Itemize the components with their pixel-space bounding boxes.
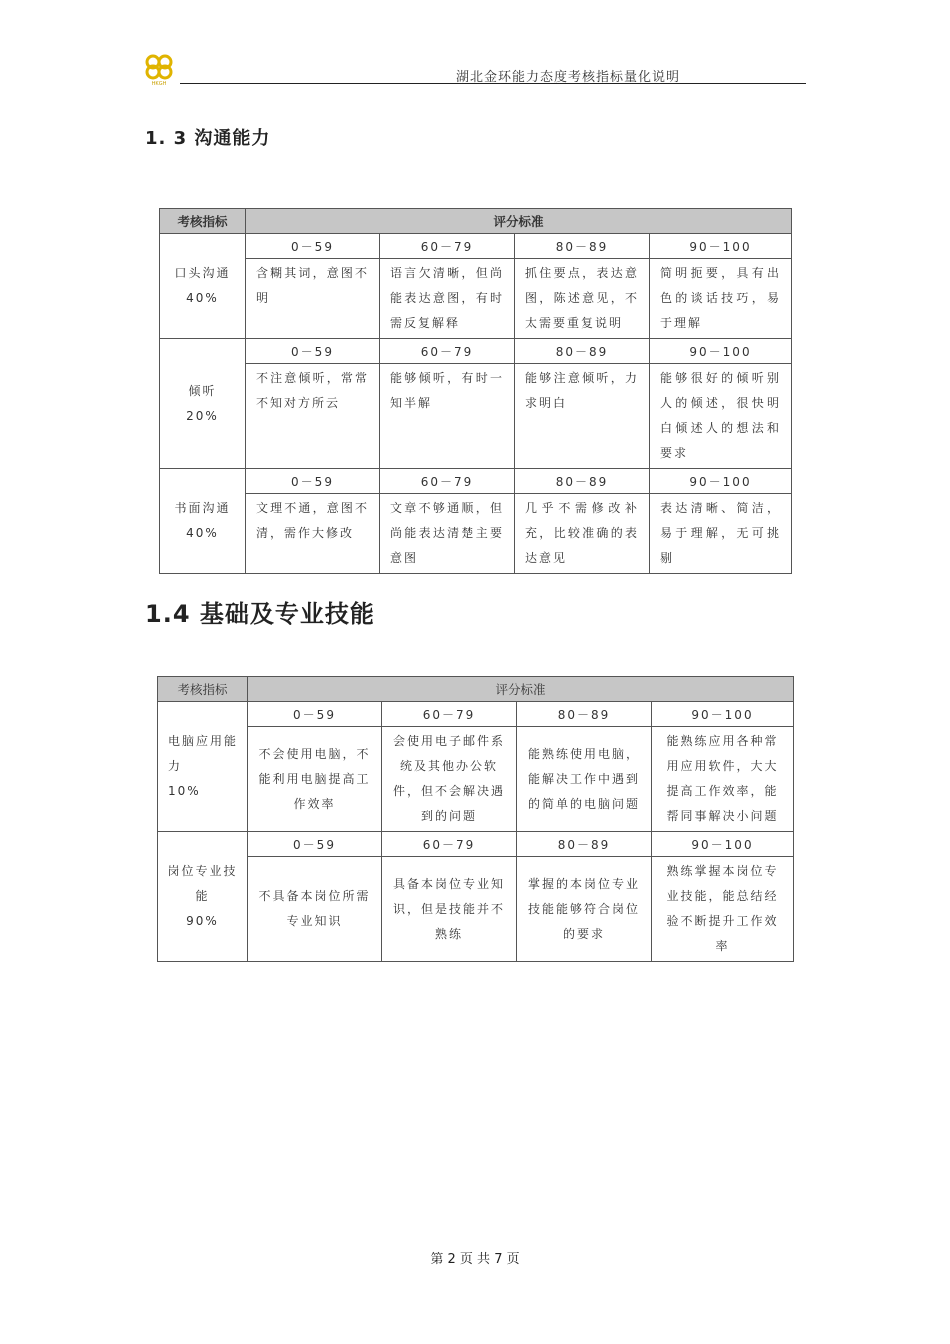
table-row-label <box>158 832 248 962</box>
range-cell: 60－79 <box>380 234 515 259</box>
level-description: 掌握的本岗位专业技能能够符合岗位的要求 <box>517 857 652 962</box>
col-header-index: 考核指标 <box>160 209 246 234</box>
row-weight: 10% <box>168 784 201 798</box>
row-weight: 20% <box>186 408 219 423</box>
level-description: 能够注意倾听，力求明白 <box>515 364 650 469</box>
range-cell: 80－89 <box>515 469 650 494</box>
header-divider <box>180 83 806 84</box>
level-description: 能熟练使用电脑，能解决工作中遇到的简单的电脑问题 <box>517 727 652 832</box>
level-description: 抓住要点，表达意图，陈述意见，不太需要重复说明 <box>515 259 650 339</box>
level-description: 能够倾听，有时一知半解 <box>380 364 515 469</box>
section-title-skills: 1.4 基础及专业技能 <box>145 600 375 628</box>
level-description: 表达清晰、简洁，易于理解，无可挑剔 <box>650 494 792 574</box>
row-name: 倾听 <box>188 383 217 398</box>
level-description: 含糊其词，意图不明 <box>246 259 380 339</box>
level-description: 语言欠清晰，但尚能表达意图，有时需反复解释 <box>380 259 515 339</box>
level-description: 具备本岗位专业知识，但是技能并不熟练 <box>382 857 517 962</box>
row-name: 岗位专业技能 <box>167 864 238 903</box>
logo-text: HKGH <box>151 81 167 87</box>
level-description: 不会使用电脑，不能利用电脑提高工作效率 <box>248 727 382 832</box>
row-weight: 40% <box>186 526 219 540</box>
page-number: 第 2 页 共 7 页 <box>430 1252 520 1267</box>
level-description: 文理不通，意图不清，需作大修改 <box>246 494 380 574</box>
level-description: 能熟练应用各种常用应用软件，大大提高工作效率，能帮同事解决小问题 <box>652 727 794 832</box>
range-cell: 90－100 <box>650 469 792 494</box>
range-cell: 80－89 <box>517 702 652 727</box>
row-weight: 90% <box>186 914 219 928</box>
level-description: 不注意倾听，常常不知对方所云 <box>246 364 380 469</box>
table-row-label <box>160 234 246 339</box>
level-description: 能够很好的倾听别人的倾述，很快明白倾述人的想法和要求 <box>650 364 792 469</box>
range-cell: 0－59 <box>248 702 382 727</box>
range-cell: 60－79 <box>380 339 515 364</box>
col-header-index: 考核指标 <box>158 677 248 702</box>
range-cell: 60－79 <box>380 469 515 494</box>
level-description: 会使用电子邮件系统及其他办公软件，但不会解决遇到的问题 <box>382 727 517 832</box>
range-cell: 90－100 <box>650 339 792 364</box>
row-name: 电脑应用能力 <box>168 734 239 773</box>
level-description: 简明扼要，具有出色的谈话技巧，易于理解 <box>650 259 792 339</box>
range-cell: 90－100 <box>650 234 792 259</box>
range-cell: 80－89 <box>515 339 650 364</box>
range-cell: 90－100 <box>652 832 794 857</box>
range-cell: 80－89 <box>515 234 650 259</box>
level-description: 不具备本岗位所需专业知识 <box>248 857 382 962</box>
range-cell: 0－59 <box>246 234 380 259</box>
communication-table <box>159 208 792 574</box>
table-row-label <box>160 469 246 574</box>
level-description: 几乎不需修改补充，比较准确的表达意见 <box>515 494 650 574</box>
table-row-label <box>158 702 248 832</box>
range-cell: 60－79 <box>382 832 517 857</box>
range-cell: 90－100 <box>652 702 794 727</box>
level-description: 文章不够通顺，但尚能表达清楚主要意图 <box>380 494 515 574</box>
range-cell: 60－79 <box>382 702 517 727</box>
col-header-standard: 评分标准 <box>246 209 792 234</box>
skills-table <box>157 676 794 962</box>
header-title: 湖北金环能力态度考核指标量化说明 <box>455 70 680 85</box>
row-name: 口头沟通 <box>174 266 231 280</box>
col-header-standard: 评分标准 <box>248 677 794 702</box>
level-description: 熟练掌握本岗位专业技能，能总结经验不断提升工作效率 <box>652 857 794 962</box>
range-cell: 0－59 <box>246 339 380 364</box>
range-cell: 0－59 <box>248 832 382 857</box>
row-name: 书面沟通 <box>174 501 231 515</box>
section-title-communication: 1. 3 沟通能力 <box>145 128 271 149</box>
range-cell: 80－89 <box>517 832 652 857</box>
range-cell: 0－59 <box>246 469 380 494</box>
row-weight: 40% <box>186 291 219 305</box>
table-row-label <box>160 339 246 469</box>
